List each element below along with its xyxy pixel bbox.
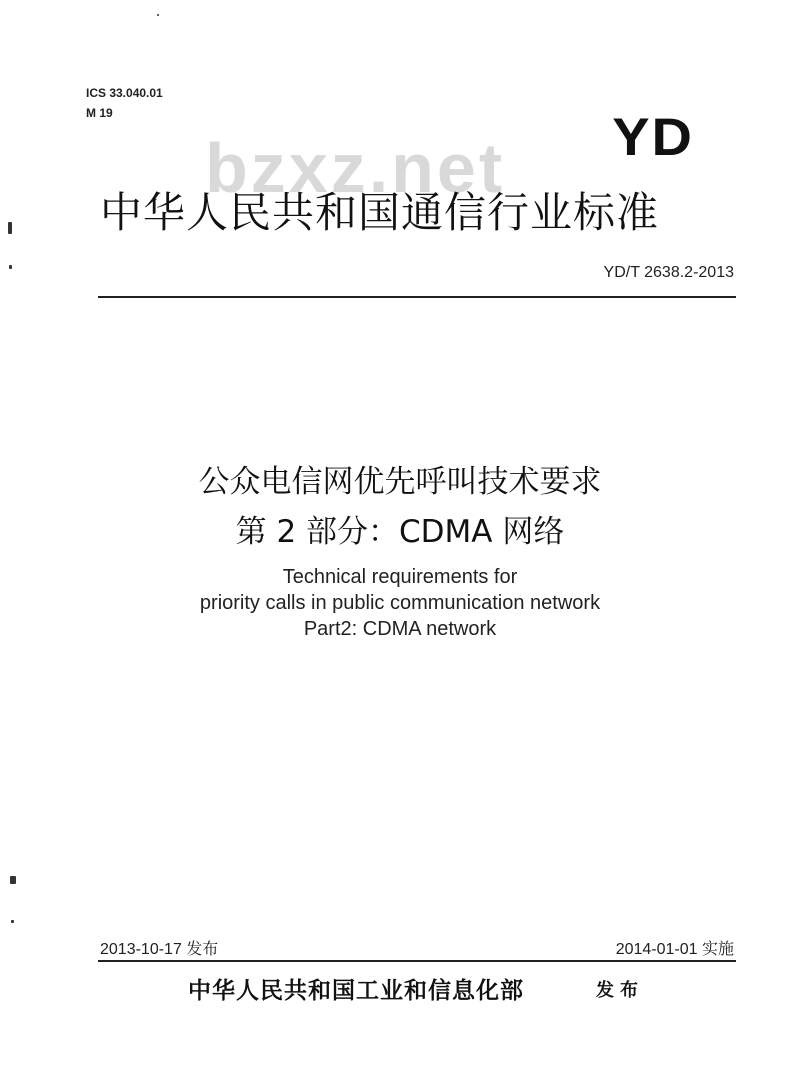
classification-code: M 19 <box>86 106 113 120</box>
title-en-line1: Technical requirements for <box>282 566 518 588</box>
ics-code: ICS 33.040.01 <box>86 86 163 100</box>
publisher-tag: 发布 <box>596 980 644 1001</box>
page-header-title: 中华人民共和国通信行业标准 <box>100 188 660 237</box>
title-en-line3: Part2: CDMA network <box>303 618 497 640</box>
yd-logo: YD <box>612 106 694 167</box>
scan-speck <box>8 222 12 234</box>
scan-speck <box>157 14 159 16</box>
title-cn-line2: 第 2 部分：CDMA 网络 <box>235 514 565 550</box>
title-cn-line1: 公众电信网优先呼叫技术要求 <box>198 464 602 500</box>
title-en-line2: priority calls in public communication network <box>199 592 601 614</box>
scan-speck <box>9 265 12 269</box>
top-divider <box>98 296 736 298</box>
scan-speck <box>10 876 16 884</box>
watermark: bzxz.net <box>205 129 506 207</box>
standard-number: YD/T 2638.2-2013 <box>603 264 734 281</box>
issue-date: 2013-10-17 发布 <box>100 941 219 958</box>
bottom-divider <box>98 960 736 962</box>
publisher-name: 中华人民共和国工业和信息化部 <box>188 977 524 1004</box>
scan-speck <box>11 920 14 923</box>
effective-date: 2014-01-01 实施 <box>615 941 734 958</box>
